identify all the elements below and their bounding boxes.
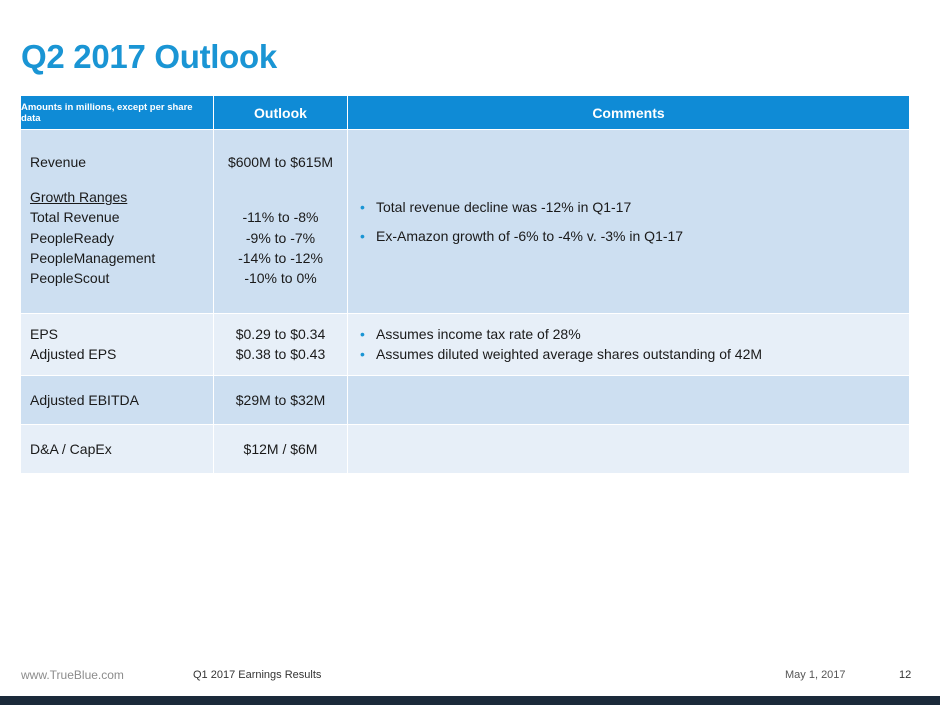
- comment-text: Total revenue decline was -12% in Q1-17: [376, 199, 632, 215]
- comment-text: Ex-Amazon growth of -6% to -4% v. -3% in Q1-17: [376, 228, 684, 244]
- footer-website: www.TrueBlue.com: [21, 668, 124, 682]
- row-values: [214, 314, 348, 375]
- label-revenue: Revenue: [30, 154, 87, 170]
- header-amounts-note: Amounts in millions, except per share data: [21, 96, 214, 129]
- footer-date: May 1, 2017: [785, 669, 846, 681]
- table-row-da-capex: [21, 424, 909, 473]
- comment-bullet: [360, 324, 909, 344]
- outlook-table: [21, 96, 909, 473]
- comment-bullet: [360, 344, 909, 364]
- value-adjusted-eps: $0.38 to $0.43: [235, 346, 326, 363]
- label-adjusted-eps: Adjusted EPS: [30, 346, 117, 363]
- label-total-revenue: Total Revenue: [30, 209, 120, 226]
- bullet-icon: •: [360, 228, 365, 244]
- page-number: 12: [899, 669, 912, 681]
- label-peopleready: PeopleReady: [30, 229, 115, 246]
- bullet-icon: •: [360, 326, 365, 342]
- label-da-capex: D&A / CapEx: [21, 425, 214, 473]
- bullet-icon: •: [360, 346, 365, 363]
- value-eps: $0.29 to $0.34: [235, 326, 326, 342]
- value-peopleready: -9% to -7%: [245, 229, 316, 246]
- comment-bullet: [360, 199, 909, 215]
- value-adjusted-ebitda: $29M to $32M: [214, 376, 348, 424]
- value-total-revenue: -11% to -8%: [242, 209, 319, 226]
- table-row-adjusted-ebitda: [21, 375, 909, 424]
- row-values: [214, 130, 348, 313]
- table-row-eps: [21, 313, 909, 375]
- comment-text: Assumes diluted weighted average shares outstanding of 42M: [376, 346, 763, 363]
- bullet-icon: •: [360, 199, 365, 215]
- row-comments: [348, 314, 909, 375]
- comment-bullet: [360, 228, 909, 244]
- header-comments: Comments: [592, 104, 665, 121]
- label-growth-ranges: Growth Ranges: [30, 189, 128, 206]
- comment-text: Assumes income tax rate of 28%: [376, 326, 581, 342]
- label-peoplemanagement: PeopleManagement: [30, 249, 156, 266]
- footer-deck-title: Q1 2017 Earnings Results: [193, 669, 322, 681]
- row-comments: [348, 376, 909, 424]
- table-row-revenue: [21, 129, 909, 313]
- row-labels: [21, 130, 214, 313]
- value-revenue: $600M to $615M: [227, 154, 334, 170]
- table-header: [21, 96, 909, 129]
- row-comments: [348, 425, 909, 473]
- header-outlook: Outlook: [214, 96, 348, 129]
- label-eps: EPS: [30, 326, 59, 342]
- value-da-capex: $12M / $6M: [214, 425, 348, 473]
- row-comments: [348, 130, 909, 313]
- value-peoplescout: -10% to 0%: [244, 269, 317, 286]
- value-peoplemanagement: -14% to -12%: [238, 249, 323, 266]
- bottom-bar: [0, 696, 940, 705]
- row-labels: [21, 314, 214, 375]
- page-title: Q2 2017 Outlook: [21, 38, 277, 75]
- label-adjusted-ebitda: Adjusted EBITDA: [21, 376, 214, 424]
- label-peoplescout: PeopleScout: [30, 269, 110, 286]
